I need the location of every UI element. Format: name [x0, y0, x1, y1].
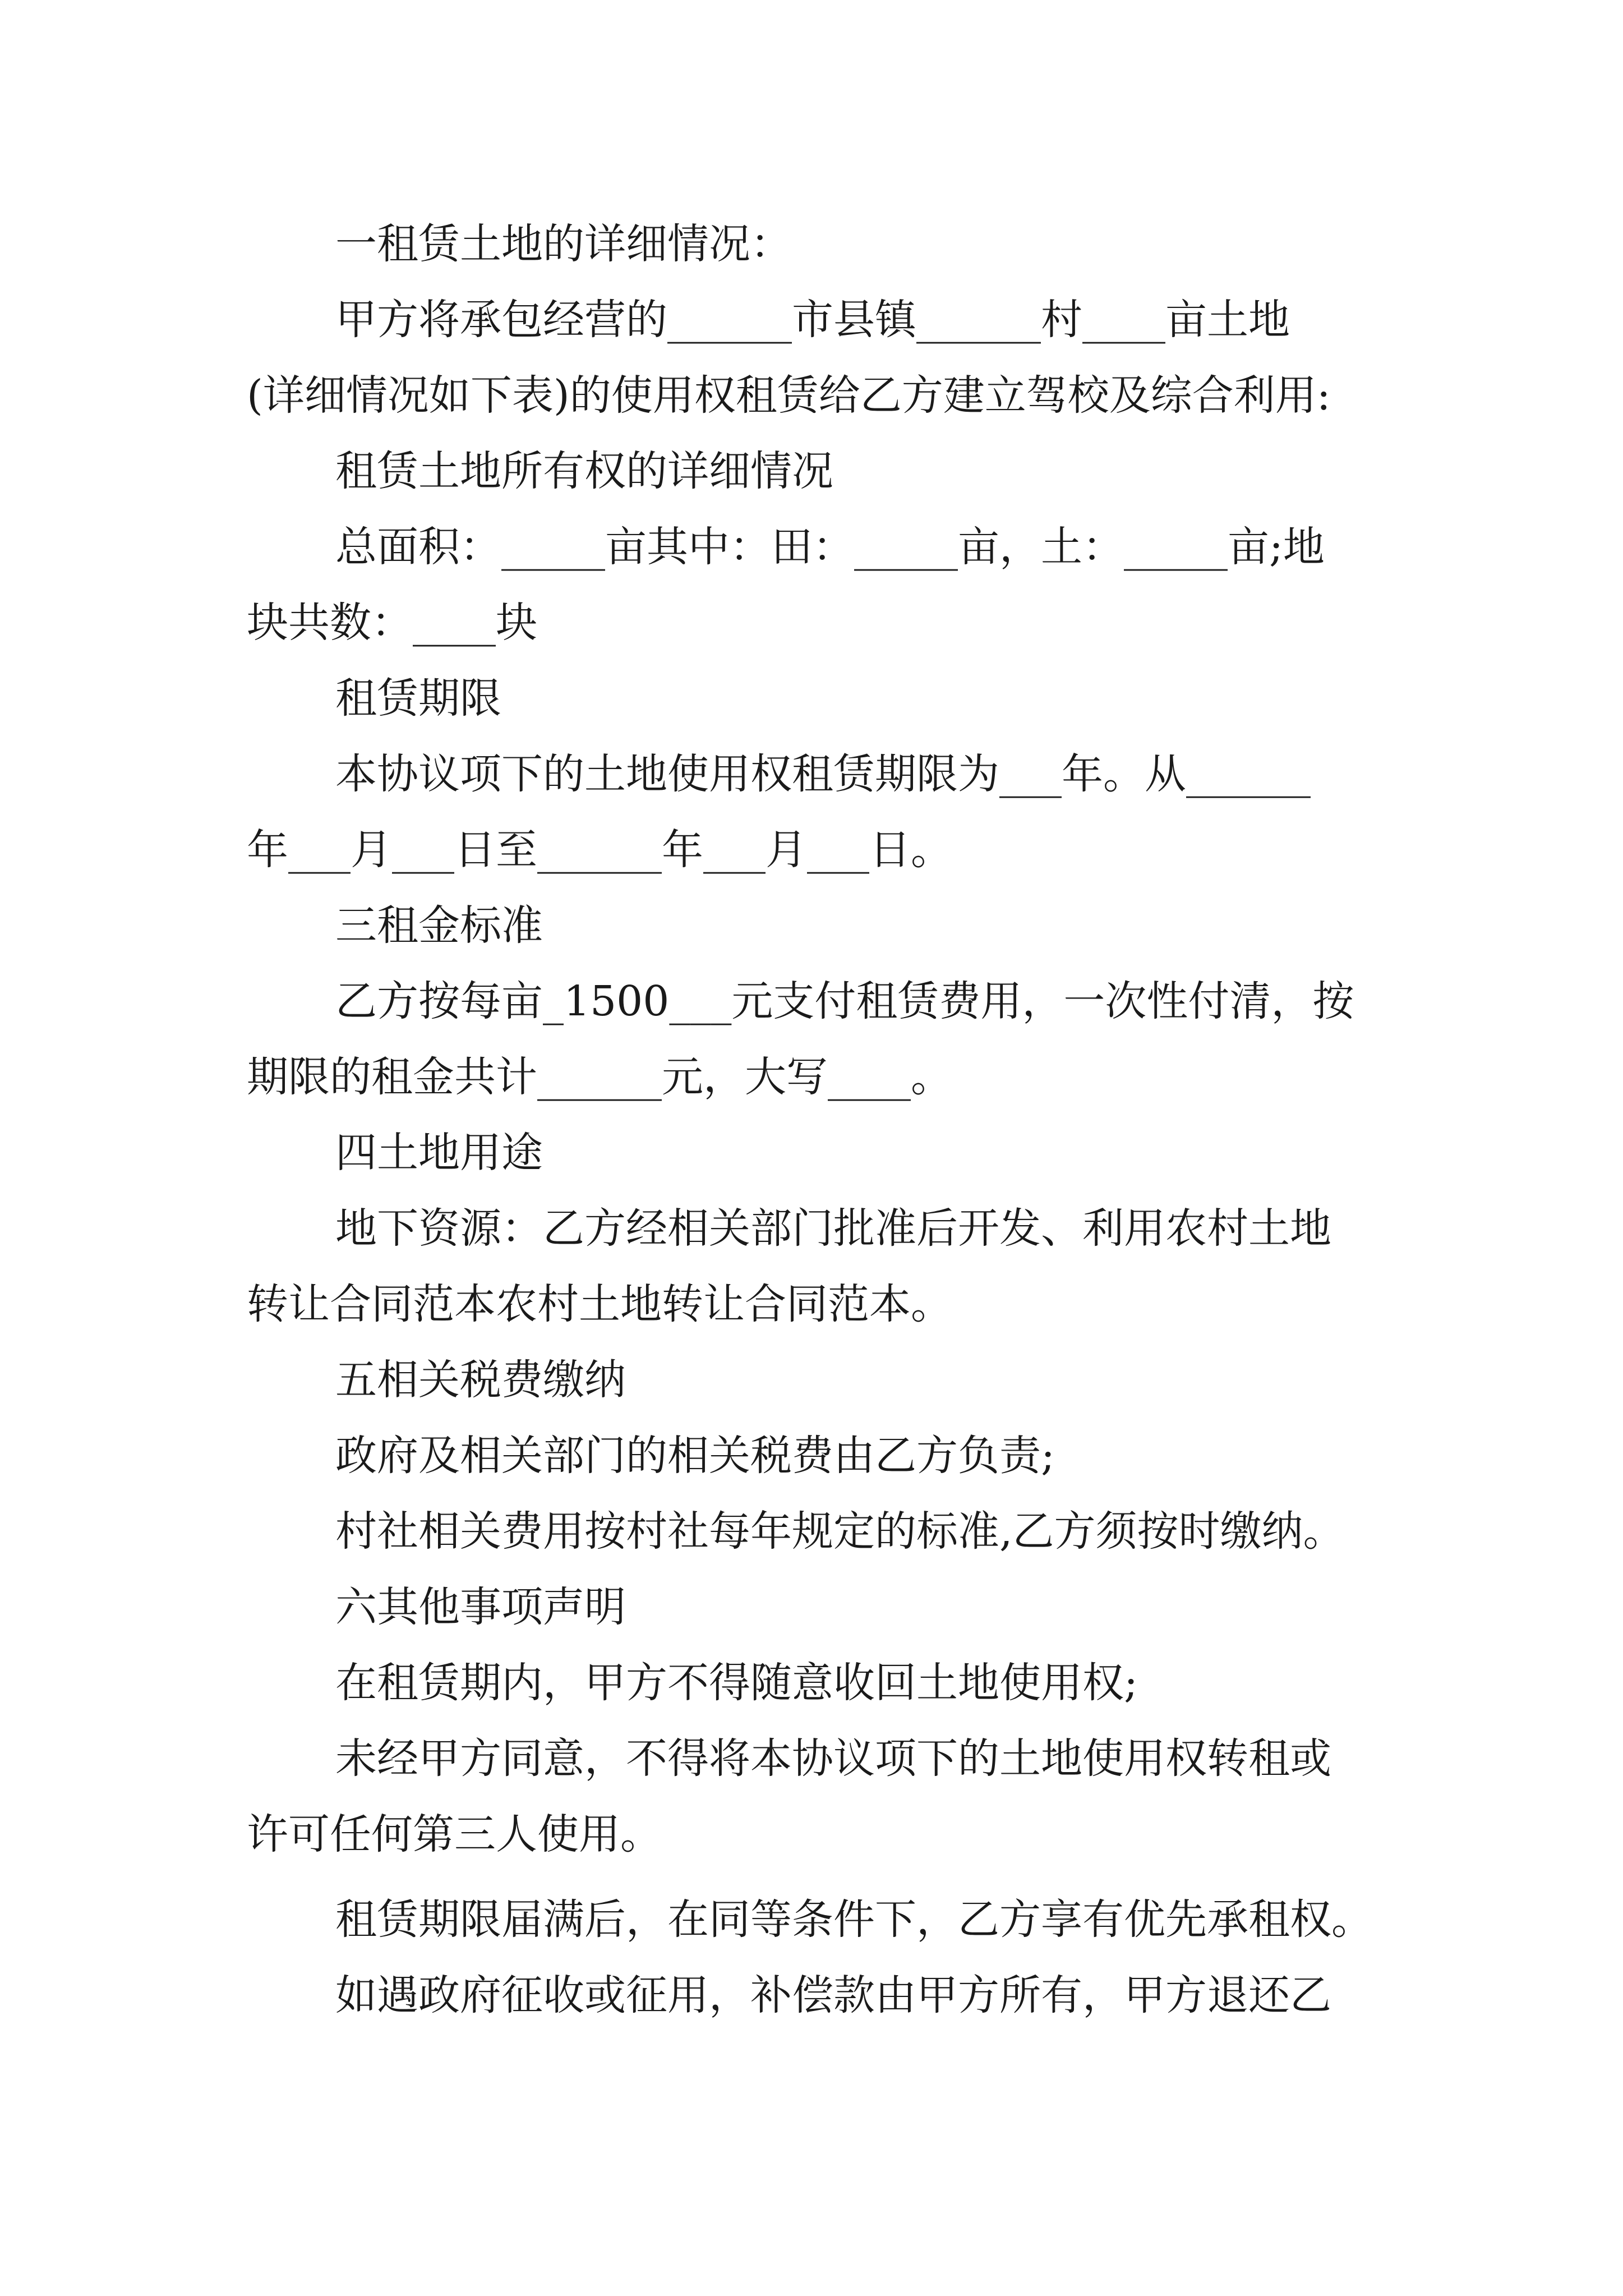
paragraph-line: 在租赁期内，甲方不得随意收回土地使用权;	[335, 1659, 1138, 1707]
section-heading-6: 六其他事项声明	[335, 1583, 626, 1631]
paragraph-line: 未经甲方同意，不得将本协议项下的土地使用权转租或	[335, 1734, 1331, 1783]
paragraph-line: 本协议项下的土地使用权租赁期限为___年。从______	[335, 750, 1311, 798]
section-heading-3: 三租金标准	[335, 901, 543, 950]
paragraph-line: 政府及相关部门的相关税费由乙方负责;	[335, 1432, 1055, 1480]
paragraph-line: 甲方将承包经营的______市县镇______村____亩土地	[335, 296, 1290, 344]
paragraph-line: 期限的租金共计______元，大写____。	[247, 1053, 952, 1101]
paragraph-line: 块共数：____块	[247, 599, 537, 647]
subheading: 租赁土地所有权的详细情况	[335, 447, 833, 495]
paragraph-line: 租赁期限届满后，在同等条件下，乙方享有优先承租权。	[335, 1895, 1373, 1944]
subheading: 租赁期限	[335, 674, 501, 723]
section-heading-4: 四土地用途	[335, 1129, 543, 1177]
paragraph-line: (详细情况如下表)的使用权租赁给乙方建立驾校及综合利用:	[247, 371, 1331, 420]
paragraph-line: 乙方按每亩_1500___元支付租赁费用，一次性付清，按	[335, 977, 1354, 1025]
paragraph-line: 总面积：_____亩其中：田：_____亩，土：_____亩;地	[335, 523, 1325, 571]
paragraph-line: 如遇政府征收或征用，补偿款由甲方所有，甲方退还乙	[335, 1971, 1331, 2019]
paragraph-line: 年___月___日至______年___月___日。	[247, 826, 952, 874]
paragraph-line: 转让合同范本农村土地转让合同范本。	[247, 1280, 952, 1328]
section-heading-1: 一租赁土地的详细情况：	[335, 220, 792, 268]
section-heading-5: 五相关税费缴纳	[335, 1356, 626, 1404]
paragraph-line: 地下资源：乙方经相关部门批准后开发、利用农村土地	[335, 1204, 1331, 1253]
paragraph-line: 许可任何第三人使用。	[247, 1810, 662, 1858]
paragraph-line: 村社相关费用按村社每年规定的标准,乙方须按时缴纳。	[335, 1507, 1345, 1556]
